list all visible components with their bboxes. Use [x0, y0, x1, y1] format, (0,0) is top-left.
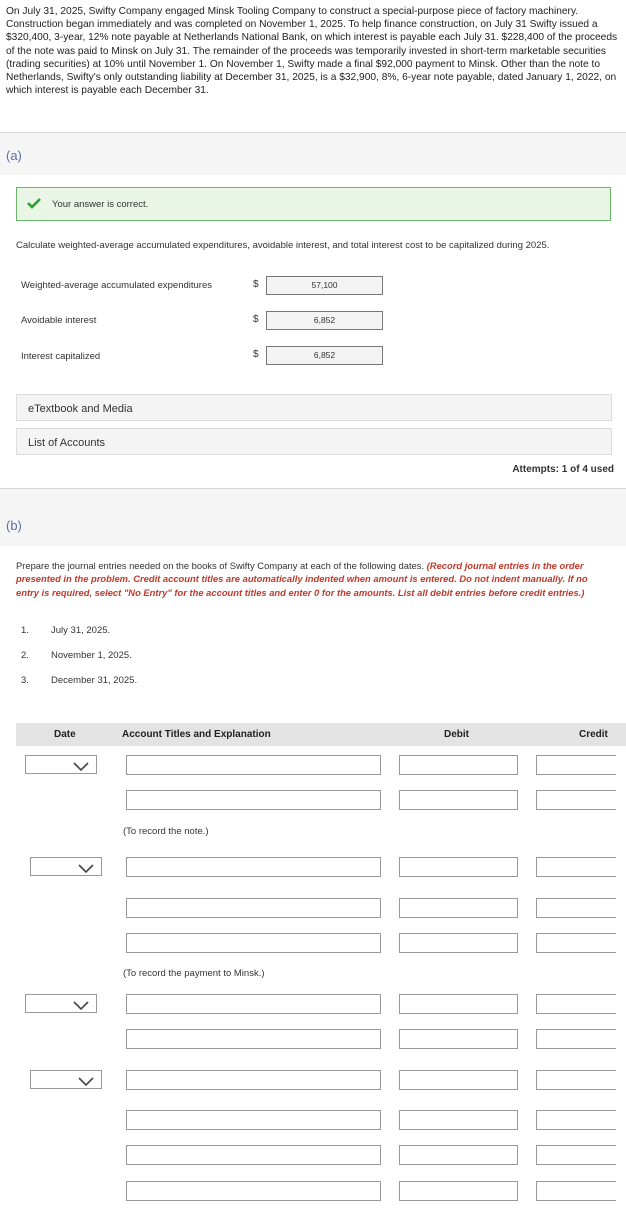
weighted-average-label: Weighted-average accumulated expenditures: [21, 280, 212, 291]
debit-input[interactable]: [399, 994, 518, 1014]
account-title-input[interactable]: [126, 857, 381, 877]
date-select[interactable]: [30, 857, 102, 876]
feedback-correct: [16, 187, 611, 221]
debit-column-header: Debit: [444, 729, 469, 740]
account-title-input[interactable]: [126, 1110, 381, 1130]
entry-explanation: (To record the payment to Minsk.): [123, 968, 265, 979]
part-b-instructions: [16, 559, 606, 599]
journal-table-header: [16, 723, 626, 746]
attempts-counter: Attempts: 1 of 4 used: [512, 464, 614, 475]
credit-input[interactable]: [536, 933, 616, 953]
debit-input[interactable]: [399, 1145, 518, 1165]
instructions-text: Prepare the journal entries needed on the books of Swifty Company at each of the following dates.: [16, 560, 427, 571]
part-a-header: [0, 133, 626, 175]
debit-input[interactable]: [399, 1070, 518, 1090]
date-select[interactable]: [30, 1070, 102, 1089]
debit-input[interactable]: [399, 898, 518, 918]
etextbook-media-link[interactable]: [16, 394, 612, 421]
credit-input[interactable]: [536, 857, 616, 877]
credit-input[interactable]: [536, 994, 616, 1014]
currency-symbol: $: [253, 349, 259, 360]
debit-input[interactable]: [399, 857, 518, 877]
account-title-input[interactable]: [126, 1070, 381, 1090]
credit-input[interactable]: [536, 1110, 616, 1130]
etextbook-label: eTextbook and Media: [28, 403, 133, 415]
account-title-input[interactable]: [126, 933, 381, 953]
currency-symbol: $: [253, 314, 259, 325]
avoidable-interest-input[interactable]: 6,852: [266, 311, 383, 330]
avoidable-interest-label: Avoidable interest: [21, 315, 97, 326]
instructions-emphasis: (Record journal entries in the order presented in the problem. Credit account titles are automatically indented when amount is entered. Do not indent manually. If no entry is required, select "No Entry" for the account titles and enter 0 for the amounts. List all debit entries before credit entries.): [16, 560, 588, 598]
account-title-input[interactable]: [126, 1145, 381, 1165]
chevron-down-icon: [73, 998, 89, 1016]
date-list-item: July 31, 2025.: [51, 625, 111, 636]
date-list-item: December 31, 2025.: [51, 675, 138, 686]
date-list-number: 1.: [21, 625, 29, 636]
checkmark-icon: [27, 196, 41, 214]
debit-input[interactable]: [399, 1029, 518, 1049]
part-a-question: Calculate weighted-average accumulated expenditures, avoidable interest, and total interest cost to be capitalized during 2025.: [16, 240, 550, 251]
chevron-down-icon: [78, 861, 94, 879]
part-a-label: (a): [6, 148, 22, 163]
account-title-input[interactable]: [126, 994, 381, 1014]
credit-input[interactable]: [536, 790, 616, 810]
account-title-input[interactable]: [126, 898, 381, 918]
account-column-header: Account Titles and Explanation: [122, 729, 271, 740]
credit-input[interactable]: [536, 755, 616, 775]
account-title-input[interactable]: [126, 790, 381, 810]
date-select[interactable]: [25, 994, 97, 1013]
list-of-accounts-link[interactable]: [16, 428, 612, 455]
date-column-header: Date: [54, 729, 76, 740]
date-list-number: 2.: [21, 650, 29, 661]
credit-input[interactable]: [536, 1181, 616, 1201]
credit-input[interactable]: [536, 1145, 616, 1165]
debit-input[interactable]: [399, 1110, 518, 1130]
problem-statement: On July 31, 2025, Swifty Company engaged Minsk Tooling Company to construct a special-purpose piece of factory machinery. Construction began immediately and was completed on November 1, 2025. To help finance construction, on July 31 Swifty issued a $320,400, 3-year, 12% note payable at Netherlands National Bank, on which interest is payable each July 31. $228,400 of the proceeds of the note was paid to Minsk on July 31. The remainder of the proceeds was temporarily invested in short-term marketable securities (trading securities) at 10% until November 1. On November 1, Swifty made a final $92,000 payment to Minsk. Other than the note to Netherlands, Swifty's only outstanding liability at December 31, 2025, is a $32,900, 8%, 6-year note payable, dated January 1, 2022, on which interest is payable each December 31.: [6, 6, 618, 97]
chevron-down-icon: [73, 759, 89, 777]
debit-input[interactable]: [399, 933, 518, 953]
part-b-label: (b): [6, 518, 22, 533]
date-list-item: November 1, 2025.: [51, 650, 132, 661]
account-title-input[interactable]: [126, 1181, 381, 1201]
date-select[interactable]: [25, 755, 97, 774]
credit-column-header: Credit: [579, 729, 608, 740]
credit-input[interactable]: [536, 898, 616, 918]
debit-input[interactable]: [399, 1181, 518, 1201]
feedback-message: Your answer is correct.: [52, 199, 149, 210]
credit-input[interactable]: [536, 1070, 616, 1090]
entry-explanation: (To record the note.): [123, 826, 209, 837]
chevron-down-icon: [78, 1074, 94, 1092]
list-of-accounts-label: List of Accounts: [28, 437, 106, 449]
account-title-input[interactable]: [126, 1029, 381, 1049]
debit-input[interactable]: [399, 790, 518, 810]
credit-input[interactable]: [536, 1029, 616, 1049]
date-list-number: 3.: [21, 675, 29, 686]
debit-input[interactable]: [399, 755, 518, 775]
weighted-average-input[interactable]: 57,100: [266, 276, 383, 295]
part-b-header: [0, 489, 626, 546]
currency-symbol: $: [253, 279, 259, 290]
account-title-input[interactable]: [126, 755, 381, 775]
interest-capitalized-label: Interest capitalized: [21, 351, 101, 362]
interest-capitalized-input[interactable]: 6,852: [266, 346, 383, 365]
